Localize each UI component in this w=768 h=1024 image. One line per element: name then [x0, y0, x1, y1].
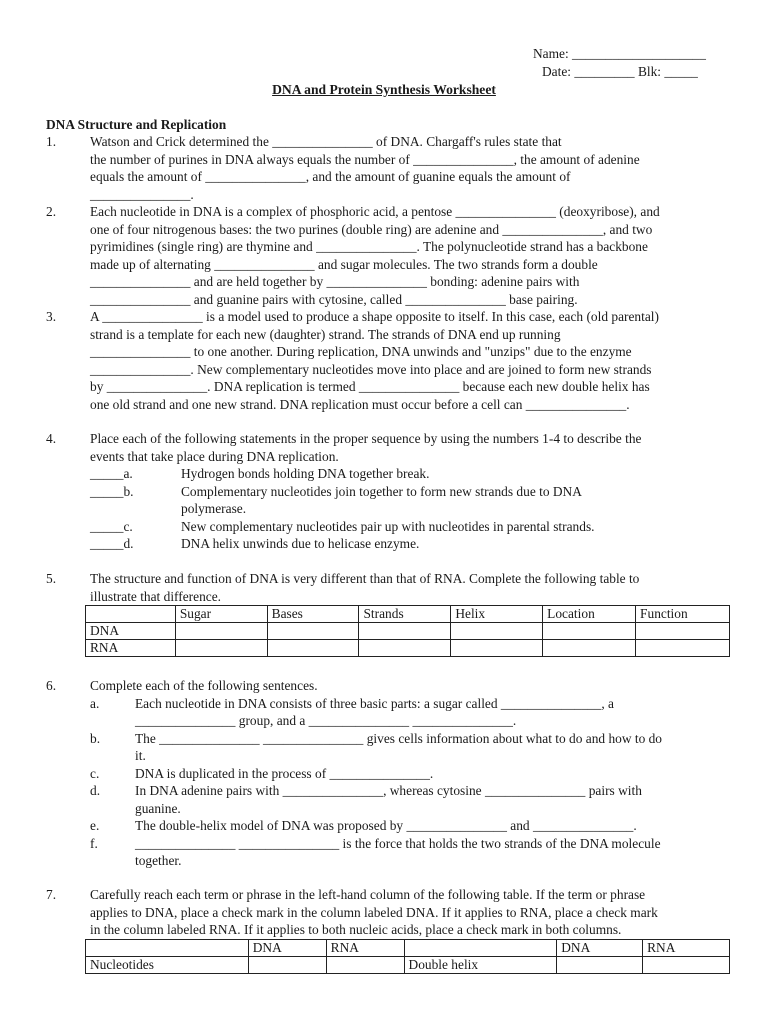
item-text: _______________ group, and a _______________ _______________. — [135, 713, 517, 728]
item-letter: e. — [90, 818, 100, 833]
sentence-list — [46, 695, 736, 870]
item-text: New complementary nucleotides pair up with nucleotides in parental strands. — [181, 518, 595, 534]
sentence-item — [46, 765, 736, 783]
answer-cell[interactable] — [267, 640, 359, 657]
item-text: DNA helix unwinds due to helicase enzyme. — [181, 536, 420, 551]
sentence-item — [46, 835, 736, 853]
answer-cell[interactable] — [267, 623, 359, 640]
table-header-cell: Helix — [451, 606, 543, 623]
item-text: DNA is duplicated in the process of _______________. — [135, 765, 434, 781]
dna-rna-checklist-table — [85, 939, 730, 974]
question-text — [90, 430, 734, 465]
text-line: A _______________ is a model used to produce a shape opposite to itself. In this case, each (old parental) — [90, 309, 659, 324]
question-text — [90, 203, 734, 308]
table-header-cell: Bases — [267, 606, 359, 623]
check-cell[interactable] — [557, 957, 643, 974]
table-header-cell: Function — [636, 606, 730, 623]
table-header-cell: Strands — [359, 606, 451, 623]
answer-cell[interactable] — [175, 623, 267, 640]
answer-cell[interactable] — [543, 640, 636, 657]
text-line: events that take place during DNA replication. — [90, 448, 339, 464]
answer-cell[interactable] — [543, 623, 636, 640]
text-line: _______________ to one another. During replication, DNA unwinds and "unzips" due to the enzyme — [90, 344, 632, 359]
text-line: applies to DNA, place a check mark in the column labeled DNA. If it applies to RNA, place a check mark — [90, 904, 658, 920]
item-letter: a. — [90, 695, 100, 711]
term-cell: Nucleotides — [86, 957, 249, 974]
row-label-cell: RNA — [86, 640, 176, 657]
text-line: equals the amount of _______________, and the amount of guanine equals the amount of — [90, 169, 571, 184]
question-text — [90, 886, 734, 939]
sentence-item — [46, 747, 736, 765]
term-cell: Double helix — [404, 957, 557, 974]
text-line: one old strand and one new strand. DNA replication must occur before a cell can _______________. — [90, 396, 630, 412]
item-letter: f. — [90, 835, 98, 851]
text-line: Each nucleotide in DNA is a complex of phosphoric acid, a pentose _______________ (deoxyribose), and — [90, 204, 660, 219]
item-text: polymerase. — [181, 501, 247, 516]
answer-cell[interactable] — [359, 623, 451, 640]
question-text — [90, 677, 734, 695]
question-number: 1. — [46, 134, 57, 149]
text-line: the number of purines in DNA always equals the number of _______________, the amount of adenine — [90, 151, 640, 167]
table-header-cell — [86, 940, 249, 957]
text-line: _______________ and are held together by _______________ bonding: adenine pairs with — [90, 274, 580, 289]
item-text: it. — [135, 748, 146, 763]
question-text — [90, 570, 734, 605]
sentence-item — [46, 817, 736, 835]
date-block-line: Date: _________ Blk: _____ — [542, 64, 698, 79]
question-number: 6. — [46, 678, 57, 693]
sentence-item — [46, 712, 736, 730]
table-header-cell: RNA — [643, 940, 730, 957]
item-letter: d. — [90, 783, 101, 798]
dna-rna-comparison-table — [85, 605, 730, 657]
question-number: 5. — [46, 571, 57, 586]
text-line: Carefully reach each term or phrase in the left-hand column of the following table. If the term or phrase — [90, 887, 646, 902]
sequence-item — [90, 483, 690, 501]
text-line: Complete each of the following sentences. — [90, 678, 318, 693]
sentence-item — [46, 695, 736, 713]
text-line: pyrimidines (single ring) are thymine and _______________. The polynucleotide strand has a backbone — [90, 239, 648, 254]
check-cell[interactable] — [326, 957, 404, 974]
text-line: _______________ and guanine pairs with cytosine, called _______________ base pairing. — [90, 291, 578, 307]
item-text: The _______________ _______________ gives cells information about what to do and how to do — [135, 730, 663, 746]
name-line: Name: ____________________ — [533, 46, 706, 61]
answer-blank[interactable]: _____c. — [90, 518, 133, 534]
section-heading: DNA Structure and Replication — [46, 117, 227, 132]
sentence-item — [46, 730, 736, 748]
table-header-cell: DNA — [557, 940, 643, 957]
question-number: 3. — [46, 309, 57, 324]
answer-blank[interactable]: _____d. — [90, 536, 134, 551]
check-cell[interactable] — [643, 957, 730, 974]
answer-blank[interactable]: _____a. — [90, 466, 133, 481]
worksheet-title: DNA and Protein Synthesis Worksheet — [272, 82, 496, 97]
question-number: 7. — [46, 887, 57, 902]
table-header-cell — [86, 606, 176, 623]
text-line: one of four nitrogenous bases: the two purines (double ring) are adenine and _______________, and two — [90, 221, 653, 237]
text-line: _______________. New complementary nucleotides move into place and are joined to form new strands — [90, 361, 652, 377]
sequence-item-continued — [90, 500, 690, 518]
item-text: _______________ _______________ is the force that holds the two strands of the DNA molecule — [135, 835, 661, 851]
table-header-row — [86, 940, 730, 957]
text-line: by _______________. DNA replication is termed _______________ because each new double helix has — [90, 379, 650, 394]
text-line: made up of alternating _______________ and sugar molecules. The two strands form a double — [90, 256, 598, 272]
answer-cell[interactable] — [451, 640, 543, 657]
text-line: illustrate that difference. — [90, 588, 221, 604]
sequence-item — [90, 518, 690, 536]
table-row — [86, 623, 730, 640]
check-cell[interactable] — [248, 957, 326, 974]
answer-cell[interactable] — [359, 640, 451, 657]
answer-cell[interactable] — [451, 623, 543, 640]
text-line: Place each of the following statements in the proper sequence by using the numbers 1-4 to describe the — [90, 431, 642, 446]
item-text: together. — [135, 853, 182, 868]
question-number: 4. — [46, 431, 57, 446]
question-number: 2. — [46, 204, 57, 219]
item-letter: b. — [90, 730, 101, 746]
table-header-row — [86, 606, 730, 623]
item-text: Complementary nucleotides join together to form new strands due to DNA — [181, 483, 582, 499]
answer-blank[interactable]: _____b. — [90, 483, 134, 499]
sentence-item — [46, 782, 736, 800]
text-line: strand is a template for each new (daughter) strand. The strands of DNA end up running — [90, 326, 561, 342]
table-header-cell: Location — [543, 606, 636, 623]
question-text — [90, 133, 734, 203]
sequence-list — [90, 465, 690, 553]
row-label-cell: DNA — [86, 623, 176, 640]
sentence-item — [46, 852, 736, 870]
item-text: In DNA adenine pairs with _______________, whereas cytosine _______________ pairs with — [135, 783, 642, 798]
table-row — [86, 640, 730, 657]
item-text: guanine. — [135, 800, 181, 816]
text-line: The structure and function of DNA is very different than that of RNA. Complete the following table to — [90, 571, 640, 586]
item-text: The double-helix model of DNA was proposed by _______________ and _______________. — [135, 818, 637, 833]
sequence-item — [90, 535, 690, 553]
text-line: in the column labeled RNA. If it applies to both nucleic acids, place a check mark in both columns. — [90, 922, 622, 937]
table-header-cell — [404, 940, 557, 957]
answer-cell[interactable] — [636, 623, 730, 640]
answer-cell[interactable] — [636, 640, 730, 657]
table-header-cell: DNA — [248, 940, 326, 957]
text-line: Watson and Crick determined the _______________ of DNA. Chargaff's rules state that — [90, 134, 562, 149]
item-letter: c. — [90, 765, 100, 781]
question-text — [90, 308, 734, 413]
sentence-item — [46, 800, 736, 818]
table-header-cell: Sugar — [175, 606, 267, 623]
sequence-item — [90, 465, 690, 483]
item-text: Each nucleotide in DNA consists of three basic parts: a sugar called _______________, a — [135, 695, 614, 711]
text-line: _______________. — [90, 186, 194, 202]
answer-cell[interactable] — [175, 640, 267, 657]
table-row — [86, 957, 730, 974]
table-header-cell: RNA — [326, 940, 404, 957]
item-text: Hydrogen bonds holding DNA together break. — [181, 466, 430, 481]
